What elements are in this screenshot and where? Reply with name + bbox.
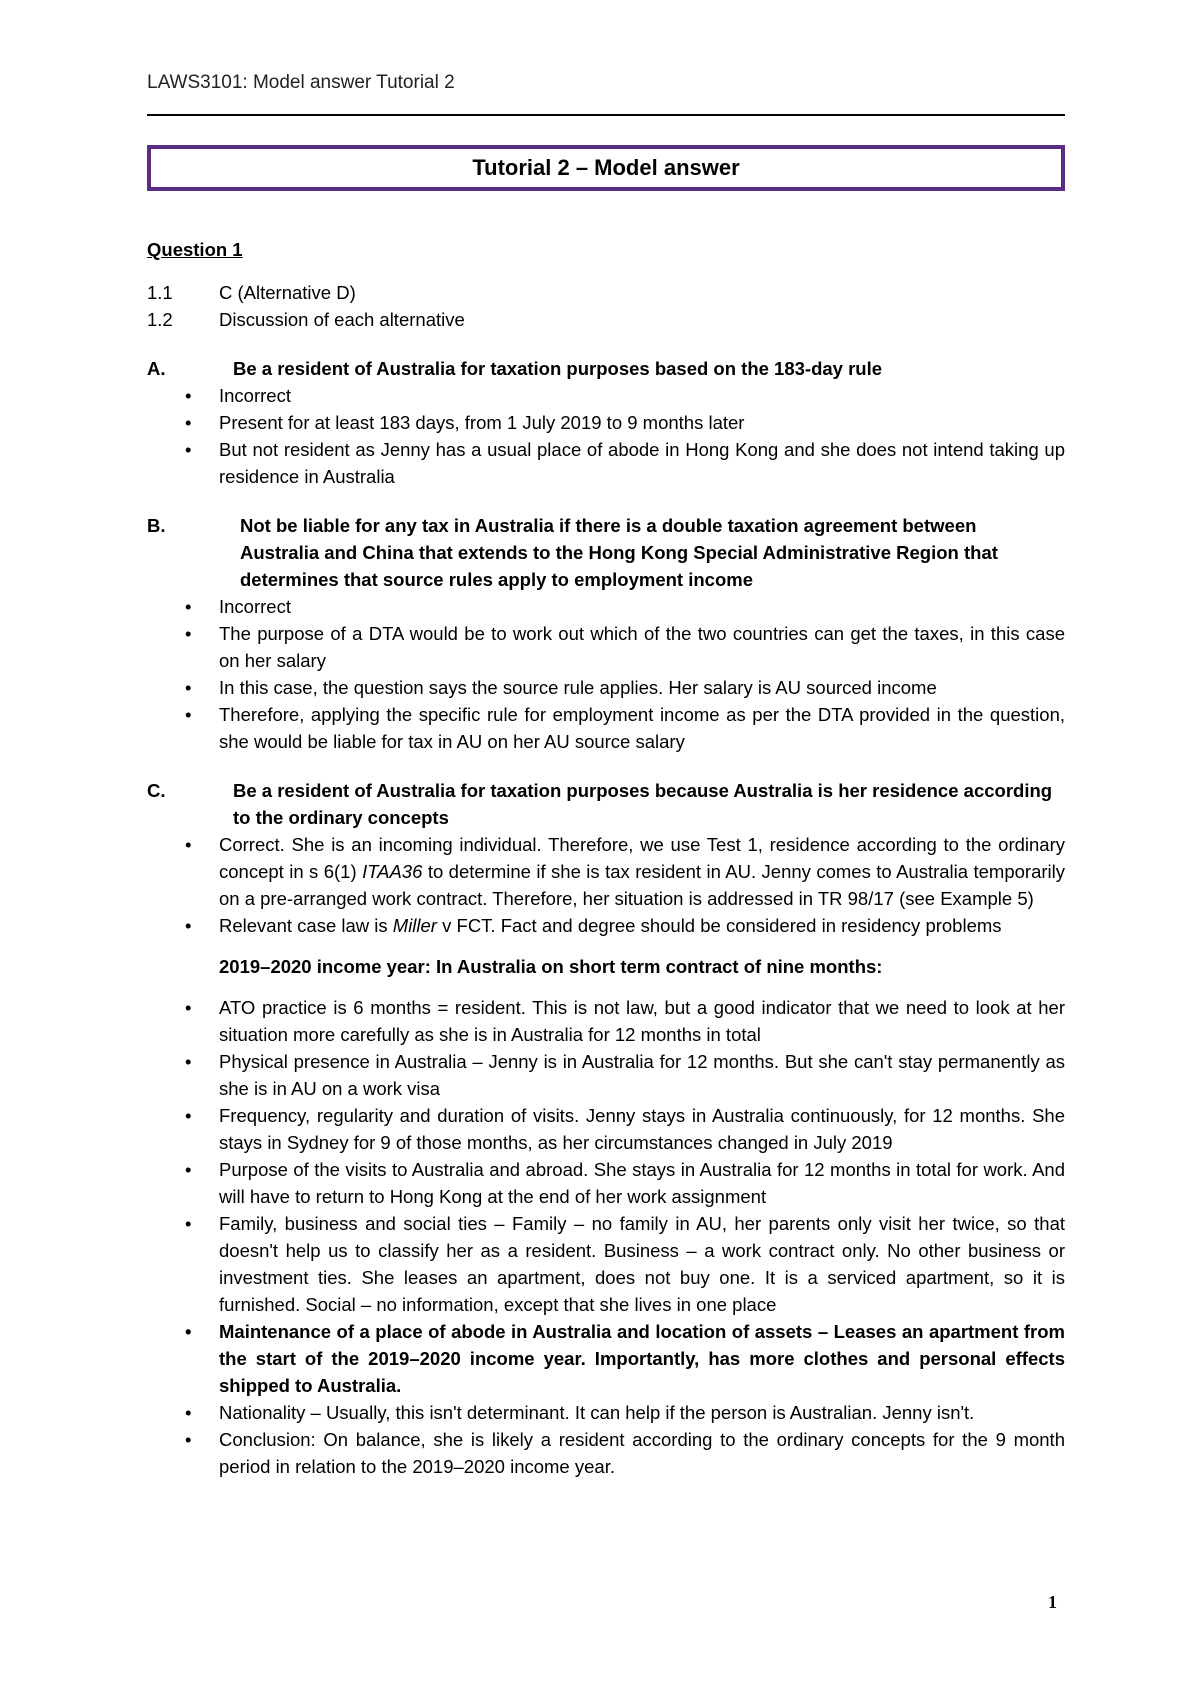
factor-list <box>147 994 1065 1480</box>
alternative-c <box>147 777 1065 1480</box>
bullet-item <box>147 912 1065 939</box>
header-rule <box>147 114 1065 116</box>
income-year-subheading: 2019–2020 income year: In Australia on short term contract of nine months: <box>219 956 883 977</box>
title-box <box>147 145 1065 191</box>
alternative-letter: C. <box>147 780 166 801</box>
factor-item: • Frequency, regularity and duration of visits. Jenny stays in Australia continuously, for 12 months. She stays in Sydney for 9 of those months, as her circumstances changed in July 2019 <box>147 1102 1065 1156</box>
bullet-item: • Incorrect <box>147 382 1065 409</box>
statute-reference: ITAA36 <box>362 861 423 882</box>
bullet-item: • In this case, the question says the source rule applies. Her salary is AU sourced income <box>147 674 1065 701</box>
bullet-item: • But not resident as Jenny has a usual place of abode in Hong Kong and she does not intend taking up residence in Australia <box>147 436 1065 490</box>
bullet-text: Relevant case law is <box>219 915 393 936</box>
page-number: 1 <box>1048 1592 1057 1612</box>
running-header: LAWS3101: Model answer Tutorial 2 <box>147 72 455 93</box>
factor-item: • Nationality – Usually, this isn't determinant. It can help if the person is Australian. Jenny isn't. <box>147 1399 1065 1426</box>
numbered-line <box>147 306 1065 333</box>
bullet-item: • Incorrect <box>147 593 1065 620</box>
bullet-list <box>147 593 1065 755</box>
alternative-heading <box>147 777 1065 831</box>
factor-item-emphasis: • Maintenance of a place of abode in Australia and location of assets – Leases an apartment from the start of the 2019–2020 income year. Importantly, has more clothes and personal effects shipped to Australia. <box>147 1318 1065 1399</box>
factor-item: • ATO practice is 6 months = resident. This is not law, but a good indicator that we need to look at her situation more carefully as she is in Australia for 12 months in total <box>147 994 1065 1048</box>
bullet-item: • Therefore, applying the specific rule for employment income as per the DTA provided in the question, she would be liable for tax in AU on her AU source salary <box>147 701 1065 755</box>
alternative-letter: B. <box>147 515 166 536</box>
bullet-list <box>147 382 1065 490</box>
case-reference: Miller <box>392 915 437 936</box>
alternative-heading <box>147 512 1065 593</box>
document-title: Tutorial 2 – Model answer <box>472 155 740 180</box>
alternative-a <box>147 355 1065 490</box>
alternative-heading-text: Not be liable for any tax in Australia if there is a double taxation agreement between Australia and China that extends to the Hong Kong Special Administrative Region that determines that source rules apply to employment income <box>240 515 998 590</box>
bullet-item: • Present for at least 183 days, from 1 July 2019 to 9 months later <box>147 409 1065 436</box>
conclusion-item: • Conclusion: On balance, she is likely a resident according to the ordinary concepts for the 9 month period in relation to the 2019–2020 income year. <box>147 1426 1065 1480</box>
line-number: 1.1 <box>147 282 173 303</box>
alternative-heading <box>147 355 1065 382</box>
factor-item: • Family, business and social ties – Family – no family in AU, her parents only visit her twice, so that doesn't help us to classify her as a resident. Business – a work contract only. No other business or investment ties. She leases an apartment, does not buy one. It is a serviced apartment, so it is furnished. Social – no information, except that she lives in one place <box>147 1210 1065 1318</box>
alternative-letter: A. <box>147 358 166 379</box>
line-text: C (Alternative D) <box>219 282 356 303</box>
bullet-text: to determine if she is tax resident in AU. Jenny comes to Australia temporarily on a pre-arranged work contract. Therefore, her situation is addressed in TR 98/17 (see Example 5) <box>219 861 1065 909</box>
bullet-text: v FCT. Fact and degree should be considered in residency problems <box>436 915 1002 936</box>
bullet-text: Correct. She is an incoming individual. Therefore, we use Test 1, residence according to the ordinary concept in s 6(1) <box>219 834 1065 882</box>
bullet-item <box>147 831 1065 912</box>
bullet-list <box>147 831 1065 939</box>
alternative-heading-text: Be a resident of Australia for taxation purposes because Australia is her residence according to the ordinary concepts <box>233 780 1053 828</box>
bullet-item: • The purpose of a DTA would be to work out which of the two countries can get the taxes, in this case on her salary <box>147 620 1065 674</box>
factor-item: • Purpose of the visits to Australia and abroad. She stays in Australia for 12 months in total for work. And will have to return to Hong Kong at the end of her work assignment <box>147 1156 1065 1210</box>
question-heading: Question 1 <box>147 239 243 260</box>
line-text: Discussion of each alternative <box>219 309 465 330</box>
line-number: 1.2 <box>147 309 173 330</box>
factor-item: • Physical presence in Australia – Jenny is in Australia for 12 months. But she can't stay permanently as she is in AU on a work visa <box>147 1048 1065 1102</box>
numbered-line <box>147 279 1065 306</box>
alternative-heading-text: Be a resident of Australia for taxation purposes based on the 183-day rule <box>233 358 883 379</box>
alternative-b <box>147 512 1065 755</box>
document-body <box>147 236 1065 1480</box>
